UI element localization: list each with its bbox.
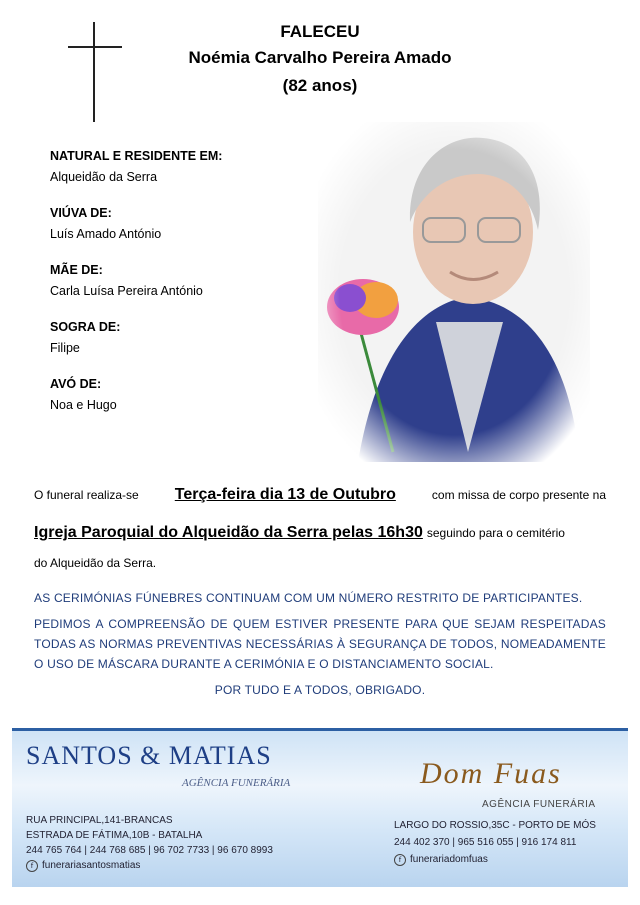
fact-value: Noa e Hugo	[50, 398, 117, 412]
agency2-social[interactable]	[394, 851, 596, 868]
agencies-banner	[12, 728, 628, 887]
faleceu-heading: FALECEU	[280, 22, 360, 41]
fact-mother	[50, 262, 310, 319]
notice-paragraph-2: PEDIMOS A COMPREENSÃO DE QUEM ESTIVER PRESENTE PARA QUE SEJAM RESPEITADAS TODAS AS NORMAS PREVENTIVAS NECESSÁRIAS À SEGURANÇA DE TODOS, NOMEADAMENTE O USO DE MÁSCARA DURANTE A CERIMÓNIA E O DISTANCIAMENTO SOCIAL.	[34, 617, 606, 671]
fact-value: Filipe	[50, 341, 80, 355]
agency2-phones: 244 402 370 | 965 516 055 | 916 174 811	[394, 837, 577, 848]
notice-paragraph-1: AS CERIMÓNIAS FÚNEBRES CONTINUAM COM UM NÚMERO RESTRITO DE PARTICIPANTES.	[34, 591, 583, 605]
funeral-place: Igreja Paroquial do Alqueidão da Serra pelas 16h30	[34, 524, 423, 541]
funeral-after-place: seguindo para o cemitério	[426, 526, 565, 540]
cross-icon	[68, 22, 122, 122]
funeral-date: Terça-feira dia 13 de Outubro	[174, 486, 396, 503]
agency1-address-2: ESTRADA DE FÁTIMA,10B - BATALHA	[26, 830, 203, 841]
covid-notice	[34, 588, 606, 706]
facebook-icon: f	[26, 860, 38, 872]
fact-value: Luís Amado António	[50, 227, 162, 241]
funeral-intro: O funeral realiza-se	[34, 488, 139, 502]
agency2-contact	[394, 817, 596, 868]
fact-label: AVÓ DE:	[50, 377, 102, 391]
agency2-address: LARGO DO ROSSIO,35C - PORTO DE MÓS	[394, 820, 596, 831]
funeral-after-date: com missa de corpo presente na	[431, 488, 606, 502]
agency1-social-handle: funerariasantosmatias	[42, 860, 141, 871]
funeral-end: do Alqueidão da Serra.	[34, 556, 157, 570]
agency1-name: SANTOS & MATIAS	[26, 741, 272, 770]
fact-widow	[50, 205, 310, 262]
fact-label: SOGRA DE:	[50, 320, 121, 334]
notice-thanks: POR TUDO E A TODOS, OBRIGADO.	[214, 683, 426, 697]
deceased-name: Noémia Carvalho Pereira Amado	[188, 48, 452, 67]
fact-label: MÃE DE:	[50, 263, 103, 277]
fact-grandmother	[50, 376, 310, 433]
fact-value: Carla Luísa Pereira António	[50, 284, 203, 298]
fact-residence	[50, 148, 310, 205]
fact-value: Alqueidão da Serra	[50, 170, 158, 184]
portrait-photo	[318, 122, 590, 462]
fact-label: VIÚVA DE:	[50, 206, 112, 220]
fact-mother-in-law	[50, 319, 310, 376]
facebook-icon: f	[394, 854, 406, 866]
agency1-address-1: RUA PRINCIPAL,141-BRANCAS	[26, 815, 173, 826]
family-facts	[50, 148, 310, 433]
agency1-contact	[26, 813, 273, 873]
agency2-subtitle: AGÊNCIA FUNERÁRIA	[482, 799, 596, 810]
funeral-line-1	[34, 486, 606, 504]
agency2-name: Dom Fuas	[420, 757, 562, 790]
agency1-phones: 244 765 764 | 244 768 685 | 96 702 7733 | 96 670 8993	[26, 845, 273, 856]
agency1-subtitle: AGÊNCIA FUNERÁRIA	[182, 777, 291, 789]
agency1-social[interactable]	[26, 858, 273, 873]
agency2-social-handle: funerariadomfuas	[410, 854, 488, 865]
deceased-age: (82 anos)	[282, 76, 358, 95]
fact-label: NATURAL E RESIDENTE EM:	[50, 149, 223, 163]
funeral-line-2	[34, 524, 606, 542]
